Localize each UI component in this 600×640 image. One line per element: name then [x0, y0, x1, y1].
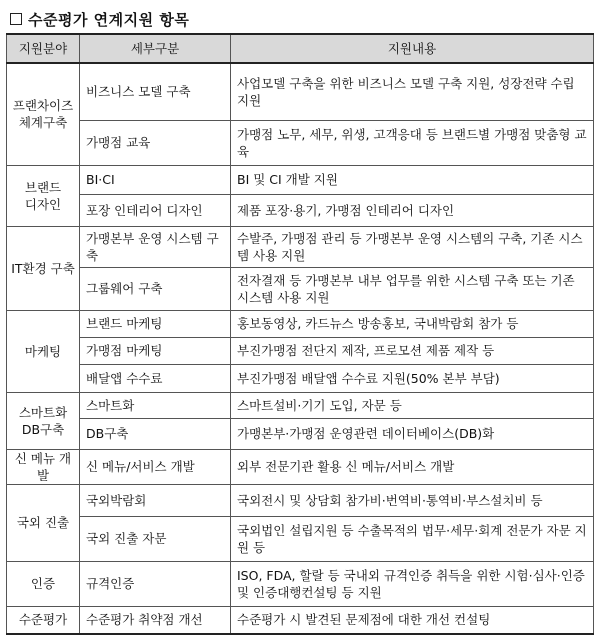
table-row — [7, 484, 594, 516]
table-row — [7, 449, 594, 484]
header-content: 지원내용 — [231, 34, 594, 63]
table-header-row — [7, 34, 594, 63]
content-cell: BI 및 CI 개발 지원 — [231, 165, 594, 194]
category-label-line: 마케팅 — [24, 343, 62, 359]
subitem-cell: 배달앱 수수료 — [80, 364, 231, 392]
table-row — [7, 364, 594, 392]
subitem-cell: 가맹본부 운영 시스템 구축 — [80, 226, 231, 267]
subitem-cell: 가맹점 마케팅 — [80, 337, 231, 364]
content-cell: ISO, FDA, 할랄 등 국내외 규격인증 취득을 위한 시험·심사·인증 및 인증대행컨설팅 등 지원 — [231, 561, 594, 606]
content-cell: 국외전시 및 상담회 참가비·번역비·통역비·부스설치비 등 — [231, 484, 594, 516]
content-cell: 수발주, 가맹점 관리 등 가맹본부 운영 시스템의 구축, 기존 시스템 사용 지원 — [231, 226, 594, 267]
category-cell — [7, 484, 80, 561]
table-row — [7, 418, 594, 449]
content-cell: 부진가맹점 전단지 제작, 프로모션 제품 제작 등 — [231, 337, 594, 364]
subitem-cell: 그룹웨어 구축 — [80, 267, 231, 310]
category-cell — [7, 392, 80, 449]
title-row — [10, 6, 189, 32]
table-row — [7, 267, 594, 310]
checkbox-icon — [10, 13, 22, 25]
category-cell — [7, 561, 80, 606]
content-cell: 전자결재 등 가맹본부 내부 업무를 위한 시스템 구축 또는 기존 시스템 사용 지원 — [231, 267, 594, 310]
table-row — [7, 310, 594, 337]
category-label-line: 브랜드 — [24, 179, 62, 195]
content-cell: 제품 포장·용기, 가맹점 인테리어 디자인 — [231, 194, 594, 226]
table-row — [7, 120, 594, 165]
category-cell — [7, 606, 80, 634]
table-row — [7, 606, 594, 634]
subitem-cell: 가맹점 교육 — [80, 120, 231, 165]
content-cell: 사업모델 구축을 위한 비즈니스 모델 구축 지원, 성장전략 수립 지원 — [231, 63, 594, 120]
header-category: 지원분야 — [7, 34, 80, 63]
table-row — [7, 226, 594, 267]
category-label-line: 프랜차이즈 — [12, 98, 74, 114]
content-cell: 부진가맹점 배달앱 수수료 지원(50% 본부 부담) — [231, 364, 594, 392]
subitem-cell: 포장 인테리어 디자인 — [80, 194, 231, 226]
content-cell: 홍보동영상, 카드뉴스 방송홍보, 국내박람회 참가 등 — [231, 310, 594, 337]
subitem-cell: BI·CI — [80, 165, 231, 194]
table-row — [7, 337, 594, 364]
category-cell — [7, 226, 80, 310]
support-items-table — [6, 33, 594, 635]
category-label-line: 국외 진출 — [16, 515, 70, 530]
category-label-line: 디자인 — [24, 196, 62, 212]
subitem-cell: 스마트화 — [80, 392, 231, 418]
table-row — [7, 516, 594, 561]
subitem-cell: 수준평가 취약점 개선 — [80, 606, 231, 634]
subitem-cell: 국외 진출 자문 — [80, 516, 231, 561]
table-row — [7, 392, 594, 418]
subitem-cell: 비즈니스 모델 구축 — [80, 63, 231, 120]
document-title: 수준평가 연계지원 항목 — [28, 10, 190, 29]
table-row — [7, 63, 594, 120]
category-label-line: 체계구축 — [18, 115, 68, 131]
subitem-cell: 국외박람회 — [80, 484, 231, 516]
category-label-line: DB구축 — [21, 421, 65, 437]
category-cell — [7, 165, 80, 226]
category-label-line: 스마트화 — [18, 404, 68, 420]
content-cell: 가맹점 노무, 세무, 위생, 고객응대 등 브랜드별 가맹점 맞춤형 교육 — [231, 120, 594, 165]
content-cell: 가맹본부·가맹점 운영관련 데이터베이스(DB)화 — [231, 418, 594, 449]
subitem-cell: 규격인증 — [80, 561, 231, 606]
category-label-line: 인증 — [30, 576, 56, 591]
table-row — [7, 165, 594, 194]
category-label-line: 수준평가 — [18, 612, 68, 628]
header-subitem: 세부구분 — [80, 34, 231, 63]
category-cell — [7, 63, 80, 165]
content-cell: 외부 전문기관 활용 신 메뉴/서비스 개발 — [231, 449, 594, 484]
subitem-cell: 브랜드 마케팅 — [80, 310, 231, 337]
content-cell: 수준평가 시 발견된 문제점에 대한 개선 컨설팅 — [231, 606, 594, 634]
table-row — [7, 194, 594, 226]
subitem-cell: DB구축 — [80, 418, 231, 449]
category-label-line: 신 메뉴 개발 — [14, 450, 72, 483]
content-cell: 스마트설비·기기 도입, 자문 등 — [231, 392, 594, 418]
category-cell — [7, 310, 80, 392]
table-row — [7, 561, 594, 606]
subitem-cell: 신 메뉴/서비스 개발 — [80, 449, 231, 484]
category-label-line: IT환경 구축 — [11, 260, 75, 276]
category-cell — [7, 449, 80, 484]
content-cell: 국외법인 설립지원 등 수출목적의 법무·세무·회계 전문가 자문 지원 등 — [231, 516, 594, 561]
